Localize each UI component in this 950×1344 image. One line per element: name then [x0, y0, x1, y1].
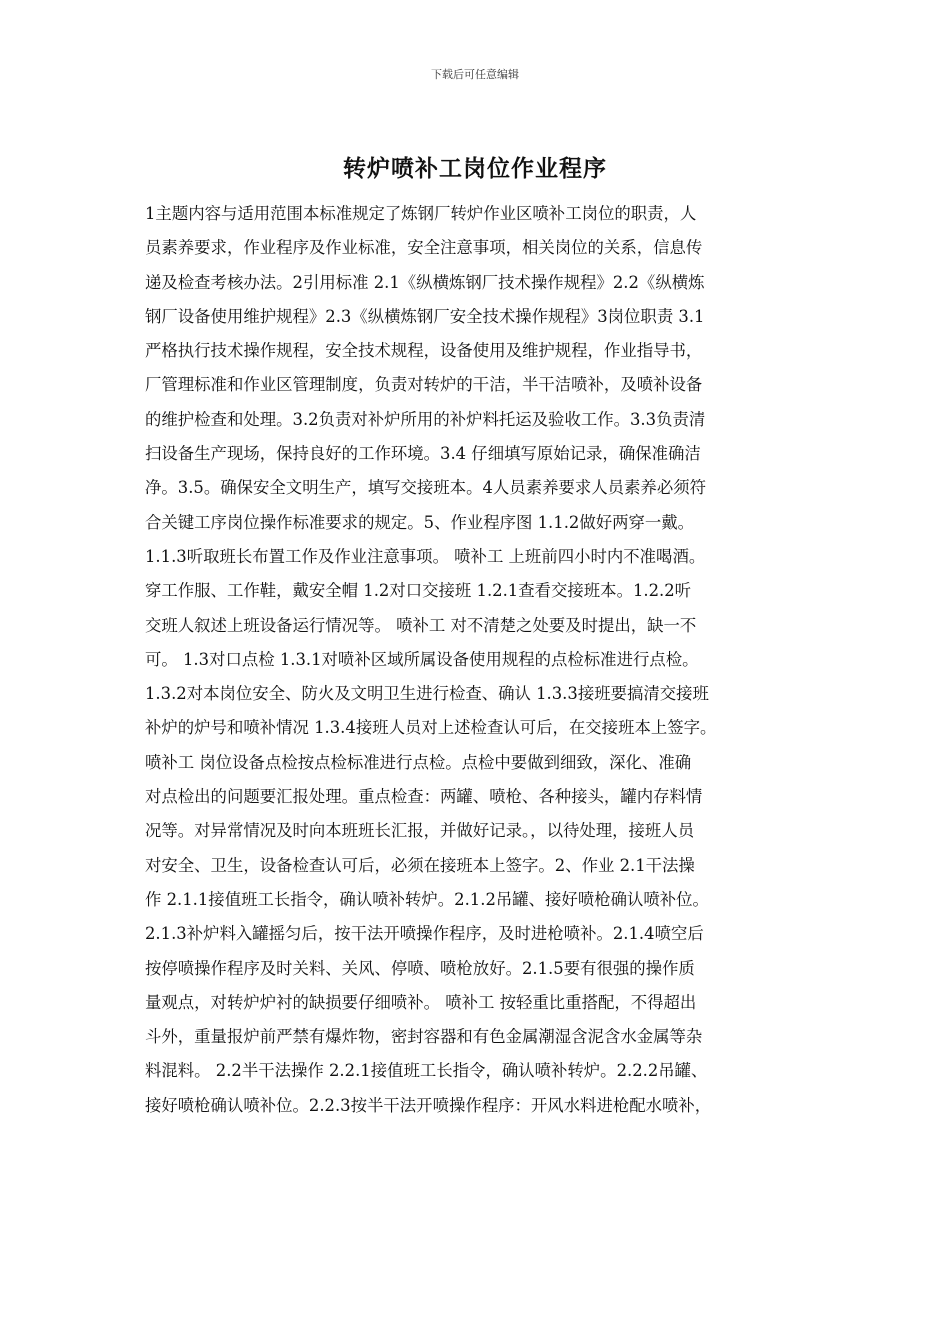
body-line: 合关键工序岗位操作标准要求的规定。5、作业程序图 1.1.2做好两穿一戴。 [145, 512, 695, 532]
body-line: 1.3.2对本岗位安全、防火及文明卫生进行检查、确认 1.3.3接班要搞清交接班 [145, 684, 709, 704]
body-line: 接好喷枪确认喷补位。2.2.3按半干法开喷操作程序：开风水料进枪配水喷补， [145, 1095, 712, 1115]
body-line: 按停喷操作程序及时关料、关风、停喷、喷枪放好。2.1.5要有很强的操作质 [145, 958, 695, 978]
body-line: 对安全、卫生，设备检查认可后，必须在接班本上签字。2、作业 2.1干法操 [145, 855, 695, 875]
header-note: 下载后可任意编辑 [431, 68, 519, 81]
body-line: 递及检查考核办法。2引用标准 2.1《纵横炼钢厂技术操作规程》2.2《纵横炼 [145, 272, 705, 292]
body-line: 钢厂设备使用维护规程》2.3《纵横炼钢厂安全技术操作规程》3岗位职责 3.1 [145, 306, 705, 326]
body-line: 1主题内容与适用范围本标准规定了炼钢厂转炉作业区喷补工岗位的职责，人 [145, 204, 697, 223]
body-line: 扫设备生产现场，保持良好的工作环境。3.4 仔细填写原始记录，确保准确洁 [145, 444, 701, 464]
body-line: 量观点，对转炉炉衬的缺损要仔细喷补。 喷补工 按轻重比重搭配，不得超出 [145, 992, 697, 1012]
body-line: 穿工作服、工作鞋，戴安全帽 1.2对口交接班 1.2.1查看交接班本。1.2.2听 [145, 581, 692, 601]
body-line: 料混料。 2.2半干法操作 2.2.1接值班工长指令，确认喷补转炉。2.2.2吊罐、 [145, 1061, 708, 1081]
body-line: 可。 1.3对口点检 1.3.1对喷补区域所属设备使用规程的点检标准进行点检。 [145, 649, 699, 669]
body-line: 喷补工 岗位设备点检按点检标准进行点检。点检中要做到细致，深化、准确 [145, 752, 692, 772]
body-line: 净。3.5。确保安全文明生产，填写交接班本。4人员素养要求人员素养必须符 [145, 478, 706, 498]
body-line: 的维护检查和处理。3.2负责对补炉所用的补炉料托运及验收工作。3.3负责清 [145, 409, 706, 429]
body-line: 作 2.1.1接值班工长指令，确认喷补转炉。2.1.2吊罐、接好喷枪确认喷补位。 [145, 889, 709, 909]
body-line: 严格执行技术操作规程，安全技术规程，设备使用及维护规程，作业指导书， [145, 341, 703, 361]
body-line: 斗外，重量报炉前严禁有爆炸物，密封容器和有色金属潮湿含泥含水金属等杂 [145, 1027, 703, 1047]
body-line: 厂管理标准和作业区管理制度，负责对转炉的干洁，半干洁喷补，及喷补设备 [145, 375, 703, 395]
document-title: 转炉喷补工岗位作业程序 [343, 156, 607, 182]
body-line: 对点检出的问题要汇报处理。重点检查：两罐、喷枪、各种接头，罐内存料情 [145, 787, 703, 807]
document-body [145, 197, 825, 1123]
body-line: 况等。对异常情况及时向本班班长汇报，并做好记录。，以待处理，接班人员 [145, 821, 695, 841]
body-line: 2.1.3补炉料入罐摇匀后，按干法开喷操作程序，及时进枪喷补。2.1.4喷空后 [145, 924, 704, 944]
body-line: 补炉的炉号和喷补情况 1.3.4接班人员对上述检查认可后，在交接班本上签字。 [145, 718, 717, 738]
body-line: 员素养要求，作业程序及作业标准，安全注意事项，相关岗位的关系，信息传 [145, 238, 703, 258]
body-line: 交班人叙述上班设备运行情况等。 喷补工 对不清楚之处要及时提出，缺一不 [145, 615, 697, 635]
body-line: 1.1.3听取班长布置工作及作业注意事项。 喷补工 上班前四小时内不准喝酒。 [145, 546, 706, 566]
